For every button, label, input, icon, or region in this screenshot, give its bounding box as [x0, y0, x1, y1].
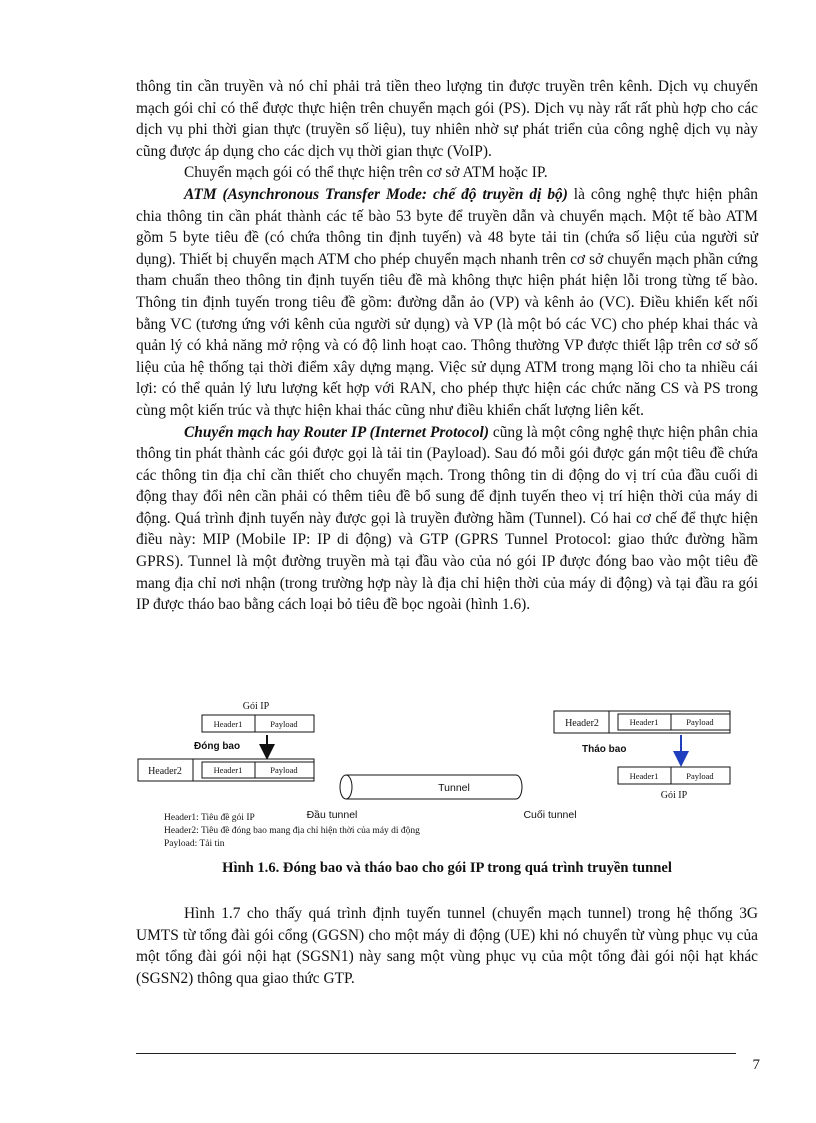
right-inner-header1: Header1 — [629, 717, 659, 727]
legend-item: Header2: Tiêu đề đóng bao mang địa chỉ hiện thời của máy di động — [164, 826, 420, 836]
legend-item: Payload: Tải tin — [164, 839, 225, 849]
tunnel-cylinder — [340, 775, 522, 799]
ip-term: Chuyển mạch hay Router IP (Internet Protocol) — [184, 423, 489, 441]
figure-1-6 — [136, 697, 758, 857]
bottom-payload: Payload — [686, 771, 714, 781]
legend-item: Header1: Tiêu đề gói IP — [164, 813, 255, 823]
left-inner-payload: Payload — [270, 765, 298, 775]
text-block-lower — [136, 903, 758, 989]
figure-caption: Hình 1.6. Đóng bao và tháo bao cho gói IP trong quá trình truyền tunnel — [222, 860, 672, 876]
thao-bao-label: Tháo bao — [582, 744, 627, 755]
atm-body: là công nghệ thực hiện phân chia thông tin cần phát thành các tế bào 53 byte để truyền dẫn và chuyển mạch. Một tế bào ATM gồm 5 byte tiêu đề (có chứa thông tin định tuyến) và 48 byte tải tin (chứa số liệu của người sử dụng). Thiết bị chuyển mạch ATM cho phép chuyển mạch nhanh trên cơ sở chuyển mạch phần cứng tham chuẩn theo thông tin định tuyến tiêu đề mà không thực hiện phát hiện lỗi trong từng tế bào. Thông tin định tuyến trong tiêu đề gồm: đường dẫn ảo (VP) và kênh ảo (VC). Điều khiển kết nối bằng VC (tương ứng với kênh của người sử dụng) và VP (là một bó các VC) cho phép khai thác và quản lý có khả năng mở rộng và có độ linh hoạt cao. Thông thường VP được thiết lập trên cơ sở số liệu của hệ thống tại thời điểm xây dựng mạng. Việc sử dụng ATM trong mạng lõi cho ta nhiều cái lợi: có thể quản lý lưu lượng kết hợp với RAN, cho phép thực hiện các chức năng CS và PS trong cùng một kiến trúc và thực hiện khai thác cũng như điều khiển chất lượng liên kết. — [136, 185, 758, 419]
right-header2: Header2 — [565, 718, 599, 729]
top-payload: Payload — [270, 719, 298, 729]
text-block-upper — [136, 76, 758, 616]
paragraph-atm — [136, 184, 758, 422]
atm-term: ATM (Asynchronous Transfer Mode: chế độ truyền dị bộ) — [184, 185, 568, 203]
paragraph-2: Chuyển mạch gói có thể thực hiện trên cơ sở ATM hoặc IP. — [184, 164, 548, 182]
dong-bao-label: Đóng bao — [194, 741, 241, 752]
page-number: 7 — [752, 1057, 760, 1073]
goi-ip-bottom-label: Gói IP — [660, 790, 688, 801]
bottom-header1: Header1 — [629, 771, 659, 781]
tunnel-diagram — [136, 697, 758, 857]
paragraph-1: thông tin cần truyền và nó chỉ phải trả tiền theo lượng tin được truyền trên kênh. Dịch vụ chuyển mạch gói chỉ có thể được thực hiện trên chuyển mạch gói (PS). Dịch vụ này rất rất phù hợp cho các dịch vụ phi thời gian thực (truyền số liệu), tuy nhiên nhờ sự phát triển của công nghệ dịch vụ này cũng được áp dụng cho các dịch vụ thời gian thực (VoIP). — [136, 78, 758, 160]
dau-tunnel-label: Đầu tunnel — [306, 809, 358, 821]
footer-rule — [136, 1053, 736, 1054]
right-inner-payload: Payload — [686, 717, 714, 727]
tunnel-label: Tunnel — [438, 782, 470, 794]
top-header1: Header1 — [213, 719, 243, 729]
goi-ip-top-label: Gói IP — [242, 701, 270, 712]
paragraph-5: Hình 1.7 cho thấy quá trình định tuyến tunnel (chuyển mạch tunnel) trong hệ thống 3G UMTS từ tổng đài gói cổng (GGSN) cho một máy di động (UE) khi nó chuyển từ vùng phục vụ của một tổng đài gói nội hạt (SGSN1) này sang một vùng phục vụ của một tổng đài gói nội hạt khác (SGSN2) thông qua giao thức GTP. — [136, 905, 758, 987]
left-inner-header1: Header1 — [213, 765, 243, 775]
cuoi-tunnel-label: Cuối tunnel — [523, 809, 577, 821]
left-header2: Header2 — [148, 766, 182, 777]
ip-body: cũng là một công nghệ thực hiện phân chia thông tin phát thành các gói được gọi là tải tin (Payload). Sau đó mỗi gói được gán một tiêu đề chứa các thông tin địa chỉ cần thiết cho chuyển mạch. Trong thông tin di động do vị trí của đầu cuối di động thay đổi nên cần phải có thêm tiêu đề bổ sung để định tuyến theo vị trí hiện thời của máy di động. Quá trình định tuyến này được gọi là truyền đường hầm (Tunnel). Có hai cơ chế để thực hiện điều này: MIP (Mobile IP: IP di động) và GTP (GPRS Tunnel Protocol: giao thức đường hầm GPRS). Tunnel là một đường truyền mà tại đầu vào của nó gói IP được đóng bao vào một tiêu đề mang địa chỉ nơi nhận (trong trường hợp này là địa chỉ hiện thời của máy di động) và tại đầu ra gói IP được tháo bao bằng cách loại bỏ tiêu đề bọc ngoài (hình 1.6). — [136, 423, 758, 614]
paragraph-ip — [136, 422, 758, 616]
